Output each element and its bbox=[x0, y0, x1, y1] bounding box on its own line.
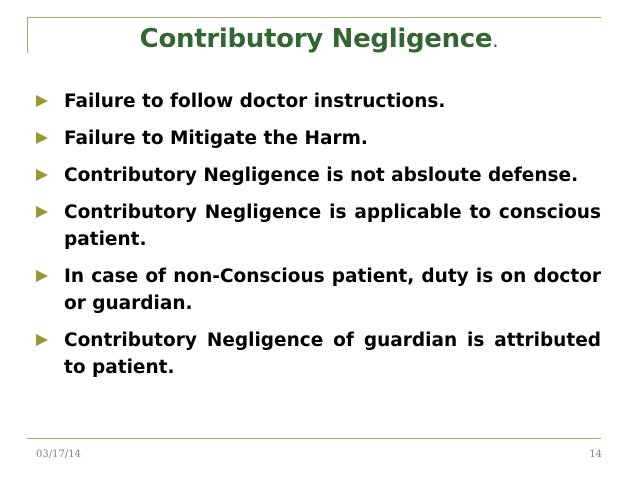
bullet-list bbox=[36, 88, 601, 391]
triangle-right-bullet-icon bbox=[36, 132, 48, 144]
bullet-item bbox=[36, 88, 601, 115]
bullet-item bbox=[36, 125, 601, 152]
footer-page-number: 14 bbox=[589, 449, 602, 460]
bullet-item bbox=[36, 327, 601, 381]
bullet-text: Failure to Mitigate the Harm. bbox=[64, 128, 368, 149]
triangle-right-bullet-icon bbox=[36, 206, 48, 218]
bullet-item bbox=[36, 162, 601, 189]
frame-top-rule bbox=[27, 17, 601, 18]
bullet-text: Failure to follow doctor instructions. bbox=[64, 91, 446, 112]
bullet-text: Contributory Negligence of guardian is attributed to patient. bbox=[64, 330, 601, 378]
triangle-right-bullet-icon bbox=[36, 95, 48, 107]
slide-title-text: Contributory Negligence bbox=[139, 24, 493, 54]
triangle-right-bullet-icon bbox=[36, 334, 48, 346]
bullet-item bbox=[36, 263, 601, 317]
triangle-right-bullet-icon bbox=[36, 169, 48, 181]
slide-title-dot: . bbox=[492, 28, 499, 52]
slide-title bbox=[0, 24, 638, 54]
bullet-text: Contributory Negligence is not absloute defense. bbox=[64, 165, 579, 186]
frame-bottom-rule bbox=[27, 438, 601, 439]
bullet-text: Contributory Negligence is applicable to conscious patient. bbox=[64, 202, 601, 250]
bullet-item bbox=[36, 199, 601, 253]
bullet-text: In case of non-Conscious patient, duty is on doctor or guardian. bbox=[64, 266, 601, 314]
footer-date: 03/17/14 bbox=[36, 449, 81, 460]
triangle-right-bullet-icon bbox=[36, 270, 48, 282]
